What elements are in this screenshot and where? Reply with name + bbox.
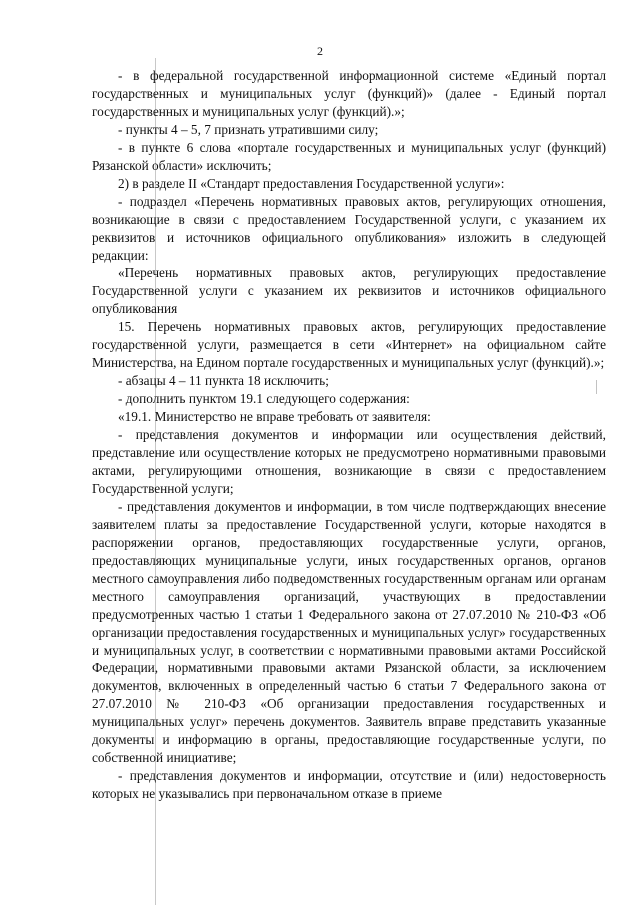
paragraph-item-19-1-clause-2: - представления документов и информации, в том числе подтверждающих внесение заявителем платы за предоставление Государственной услуги, которые находятся в распоряжении органов, предоставляющих государственные услуги, органов, предоставляющих муниципальные услуги, иных государственных органов, органов местного самоуправления либо подведомственных государственным органам или органам местного самоуправления организаций, участвующих в предоставлении предусмотренных частью 1 статьи 1 Федерального закона от 27.07.2010 № 210-ФЗ «Об организации предоставления государственных и муниципальных услуг» государственных и муниципальных услуг, в соответствии с нормативными правовыми актами Российской Федерации, нормативными правовыми актами Рязанской области, за исключением документов, включенных в определенный частью 6 статьи 7 Федерального закона от 27.07.2010 № 210-ФЗ «Об организации предоставления государственных и муниципальных услуг» перечень документов. Заявитель вправе представить указанные документы и информацию в органы, предоставляющие государственные услуги, по собственной инициативе; xyxy=(92,498,606,766)
paragraph-item-15: 15. Перечень нормативных правовых актов, регулирующих предоставление государственной услуги, размещается в сети «Интернет» на официальном сайте Министерства, на Едином портале государственных и муниципальных услуг (функций).»; xyxy=(92,319,606,371)
paragraph-item-19-1-clause-1: - представления документов и информации или осуществления действий, представление или осуществление которых не предусмотрено нормативными правовыми актами, регулирующими отношения, возникающие в связи с предоставлением Государственной услуги; xyxy=(92,427,606,496)
document-body xyxy=(92,67,606,803)
paragraph-item-19-1-intro: - дополнить пунктом 19.1 следующего содержания: xyxy=(118,391,410,407)
paragraph-items-invalid: - пункты 4 – 5, 7 признать утратившими силу; xyxy=(118,121,379,137)
paragraph-subsection-amendment: - подраздел «Перечень нормативных правовых актов, регулирующих отношения, возникающие в связи с предоставлением Государственной услуги, с указанием их реквизитов и источников официального опубликования» изложить в следующей редакции: xyxy=(92,193,606,263)
paragraph-item-19-1-clause-3: - представления документов и информации, отсутствие и (или) недостоверность которых не указывались при первоначальном отказе в приеме xyxy=(92,768,606,802)
paragraph-item-18-amendment: - абзацы 4 – 11 пункта 18 исключить; xyxy=(118,373,329,389)
paragraph-item-6-amendment: - в пункте 6 слова «портале государственных и муниципальных услуг (функций) Рязанской области» исключить; xyxy=(92,139,606,173)
paragraph-unified-portal-definition: - в федеральной государственной информационной системе «Единый портал государственных и муниципальных услуг (функций)» (далее - Единый портал государственных и муниципальных услуг (функций).»; xyxy=(92,68,606,119)
paragraph-subsection-title: «Перечень нормативных правовых актов, регулирующих предоставление Государственной услуги с указанием их реквизитов и источников официального опубликования xyxy=(92,265,606,317)
paragraph-item-19-1-heading: «19.1. Министерство не вправе требовать от заявителя: xyxy=(118,409,431,425)
page-number: 2 xyxy=(317,44,323,58)
paragraph-section-2-heading: 2) в разделе II «Стандарт предоставления Государственной услуги»: xyxy=(118,175,505,191)
